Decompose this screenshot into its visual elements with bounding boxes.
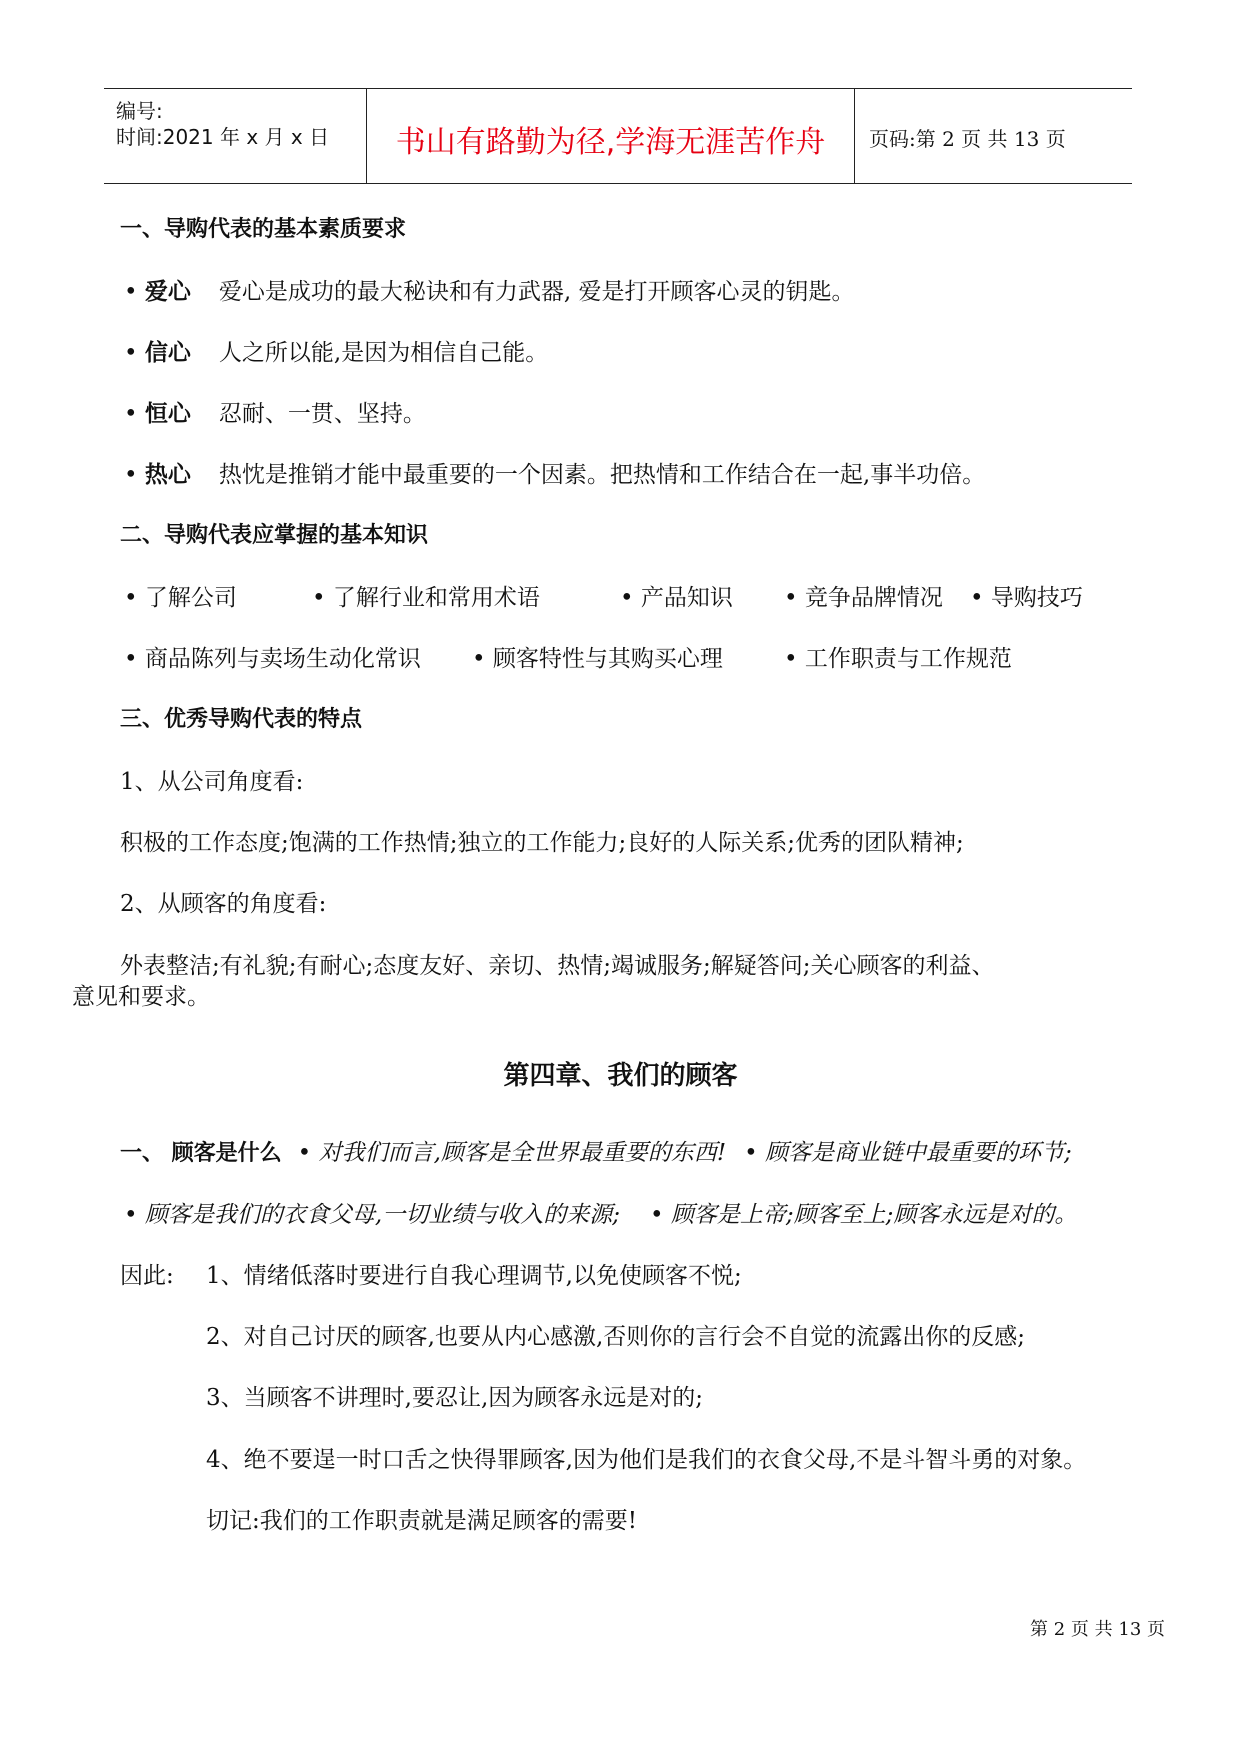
- header-info-cell: [104, 89, 367, 183]
- quality-item: • 爱心 爱心是成功的最大秘诀和有力武器, 爱是打开顾客心灵的钥匙。: [124, 279, 855, 305]
- section3-heading: 三、优秀导购代表的特点: [120, 707, 363, 732]
- therefore-label: 因此:: [120, 1263, 174, 1289]
- knowledge-item: • 竞争品牌情况: [784, 585, 943, 611]
- customer-what-line: 一、 顾客是什么 • 对我们而言,顾客是全世界最重要的东西! • 顾客是商业链中最重要的环节;: [120, 1140, 1072, 1166]
- quality-desc: 人之所以能,是因为相信自己能。: [218, 340, 549, 366]
- knowledge-item: • 顾客特性与其购买心理: [472, 646, 723, 672]
- customer-what-heading: 一、 顾客是什么: [120, 1141, 282, 1166]
- quality-desc: 忍耐、一贯、坚持。: [218, 401, 426, 427]
- page-footer: 第 2 页 共 13 页: [1030, 1619, 1165, 1640]
- advice-item: 3、当顾客不讲理时,要忍让,因为顾客永远是对的;: [206, 1385, 704, 1411]
- quality-item: • 恒心 忍耐、一贯、坚持。: [124, 401, 426, 427]
- quality-desc: 爱心是成功的最大秘诀和有力武器, 爱是打开顾客心灵的钥匙。: [218, 279, 855, 305]
- page-header: [104, 88, 1132, 184]
- quality-term: 恒心: [144, 401, 191, 427]
- section3-text2-cont: 意见和要求。: [72, 984, 210, 1010]
- section3-text1: 积极的工作态度;饱满的工作热情;独立的工作能力;良好的人际关系;优秀的团队精神;: [120, 830, 964, 856]
- header-motto-cell: [367, 89, 855, 183]
- quality-desc: 热忱是推销才能中最重要的一个因素。把热情和工作结合在一起,事半功倍。: [218, 462, 986, 488]
- advice-item: 1、情绪低落时要进行自我心理调节,以免使顾客不悦;: [206, 1263, 742, 1289]
- quality-term: 热心: [144, 462, 191, 488]
- customer-points-line: • 顾客是我们的衣食父母,一切业绩与收入的来源; • 顾客是上帝;顾客至上;顾客永远是对的。: [124, 1202, 1078, 1228]
- section1-heading: 一、导购代表的基本素质要求: [120, 217, 407, 242]
- advice-item: 4、绝不要逞一时口舌之快得罪顾客,因为他们是我们的衣食父母,不是斗智斗勇的对象。: [206, 1447, 1087, 1473]
- quality-term: 爱心: [144, 279, 191, 305]
- section3-sub1: 1、从公司角度看:: [120, 769, 304, 795]
- section3-sub2: 2、从顾客的角度看:: [120, 891, 327, 917]
- quality-term: 信心: [144, 340, 191, 366]
- advice-item: 2、对自己讨厌的顾客,也要从内心感激,否则你的言行会不自觉的流露出你的反感;: [206, 1324, 1026, 1350]
- customer-point: 顾客是上帝;顾客至上;顾客永远是对的。: [670, 1202, 1078, 1228]
- header-page-cell: [855, 89, 1132, 183]
- section2-heading: 二、导购代表应掌握的基本知识: [120, 523, 429, 548]
- knowledge-item: • 工作职责与工作规范: [784, 646, 1012, 672]
- customer-point: 对我们而言,顾客是全世界最重要的东西!: [318, 1140, 727, 1166]
- document-time-label: 时间:2021 年 x 月 x 日: [116, 125, 330, 149]
- quality-item: • 信心 人之所以能,是因为相信自己能。: [124, 340, 549, 366]
- knowledge-item: • 商品陈列与卖场生动化常识: [124, 646, 421, 672]
- customer-point: 顾客是我们的衣食父母,一切业绩与收入的来源;: [144, 1202, 620, 1228]
- quality-item: • 热心 热忱是推销才能中最重要的一个因素。把热情和工作结合在一起,事半功倍。: [124, 462, 986, 488]
- section3-text2: 外表整洁;有礼貌;有耐心;态度友好、亲切、热情;竭诚服务;解疑答问;关心顾客的利益、: [120, 953, 995, 979]
- chapter-title: 第四章、我们的顾客: [503, 1061, 738, 1091]
- knowledge-item: • 了解行业和常用术语: [312, 585, 540, 611]
- knowledge-item: • 了解公司: [124, 585, 237, 611]
- document-number-label: 编号:: [116, 99, 163, 123]
- remember-note: 切记:我们的工作职责就是满足顾客的需要!: [206, 1508, 637, 1534]
- header-page-number: 页码:第 2 页 共 13 页: [869, 127, 1066, 151]
- customer-point: 顾客是商业链中最重要的环节;: [765, 1140, 1072, 1166]
- header-motto: 书山有路勤为径,学海无涯苦作舟: [395, 125, 826, 160]
- knowledge-item: • 产品知识: [620, 585, 733, 611]
- knowledge-item: • 导购技巧: [970, 585, 1083, 611]
